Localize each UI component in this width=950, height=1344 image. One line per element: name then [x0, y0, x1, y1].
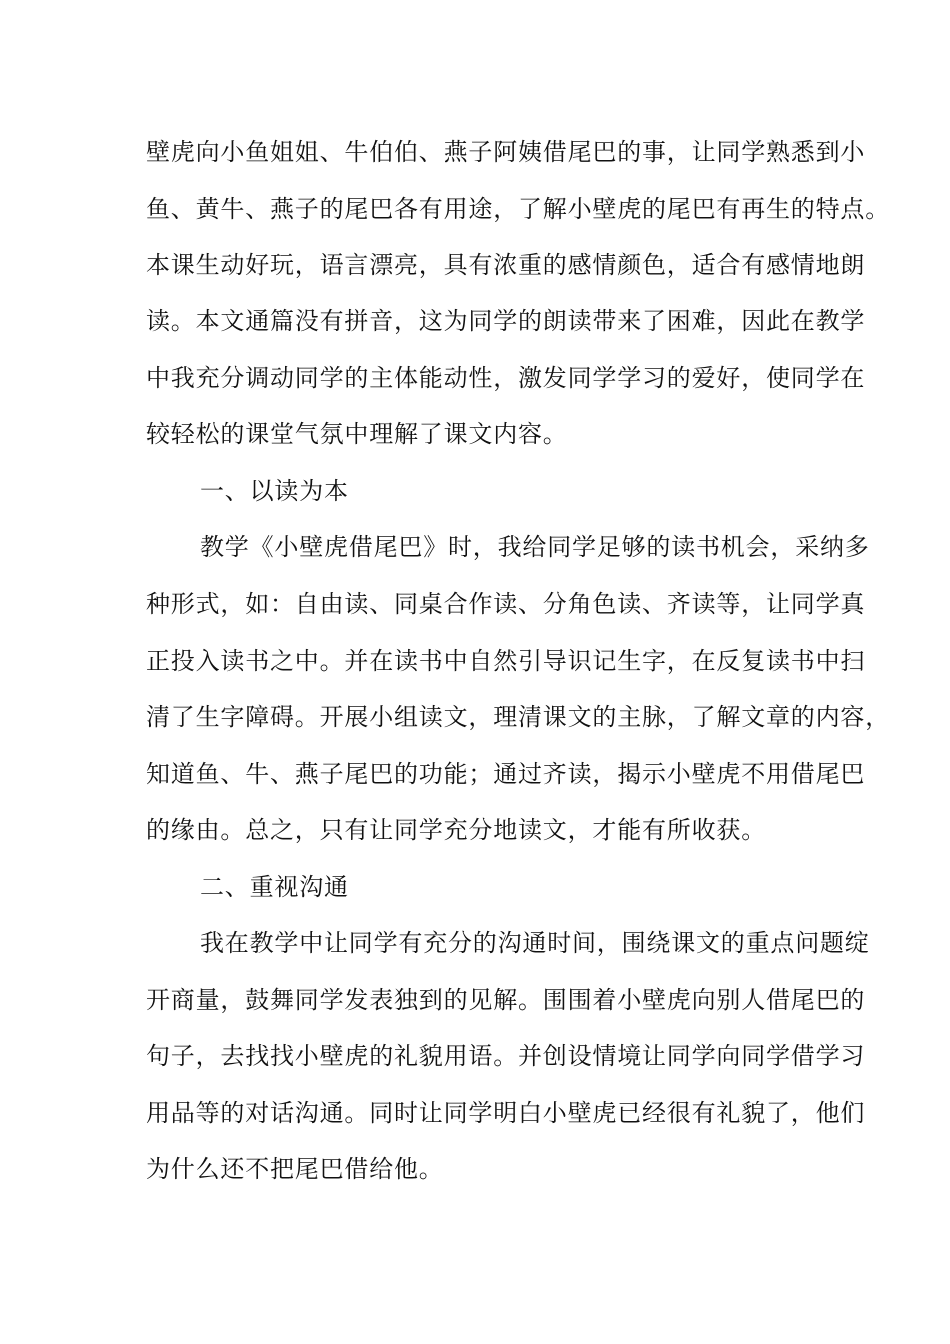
text-line: 壁虎向小鱼姐姐、牛伯伯、燕子阿姨借尾巴的事，让同学熟悉到小 — [146, 138, 866, 166]
text-line: 中我充分调动同学的主体能动性，激发同学学习的爱好，使同学在 — [146, 364, 866, 392]
text-line: 本课生动好玩，语言漂亮，具有浓重的感情颜色，适合有感情地朗 — [146, 251, 866, 279]
section-heading: 一、以读为本 — [200, 477, 349, 505]
text-line: 较轻松的课堂气氛中理解了课文内容。 — [146, 420, 568, 448]
text-line: 清了生字障碍。开展小组读文，理清课文的主脉，了解文章的内容， — [146, 703, 890, 731]
text-line: 读。本文通篇没有拼音，这为同学的朗读带来了困难，因此在教学 — [146, 307, 866, 335]
text-line: 知道鱼、牛、燕子尾巴的功能；通过齐读，揭示小壁虎不用借尾巴 — [146, 760, 866, 788]
section-heading: 二、重视沟通 — [200, 873, 349, 901]
text-line: 教学《小壁虎借尾巴》时，我给同学足够的读书机会，采纳多 — [200, 533, 870, 561]
text-line: 正投入读书之中。并在读书中自然引导识记生字，在反复读书中扫 — [146, 647, 866, 675]
text-line: 句子，去找找小壁虎的礼貌用语。并创设情境让同学向同学借学习 — [146, 1042, 866, 1070]
text-line: 的缘由。总之，只有让同学充分地读文，才能有所收获。 — [146, 816, 766, 844]
text-line: 为什么还不把尾巴借给他。 — [146, 1155, 444, 1183]
text-line: 种形式，如：自由读、同桌合作读、分角色读、齐读等，让同学真 — [146, 590, 866, 618]
text-line: 我在教学中让同学有充分的沟通时间，围绕课文的重点问题绽 — [200, 929, 870, 957]
text-line: 开商量，鼓舞同学发表独到的见解。围围着小壁虎向别人借尾巴的 — [146, 986, 866, 1014]
text-line: 鱼、黄牛、燕子的尾巴各有用途，了解小壁虎的尾巴有再生的特点。 — [146, 195, 890, 223]
text-line: 用品等的对话沟通。同时让同学明白小壁虎已经很有礼貌了，他们 — [146, 1099, 866, 1127]
